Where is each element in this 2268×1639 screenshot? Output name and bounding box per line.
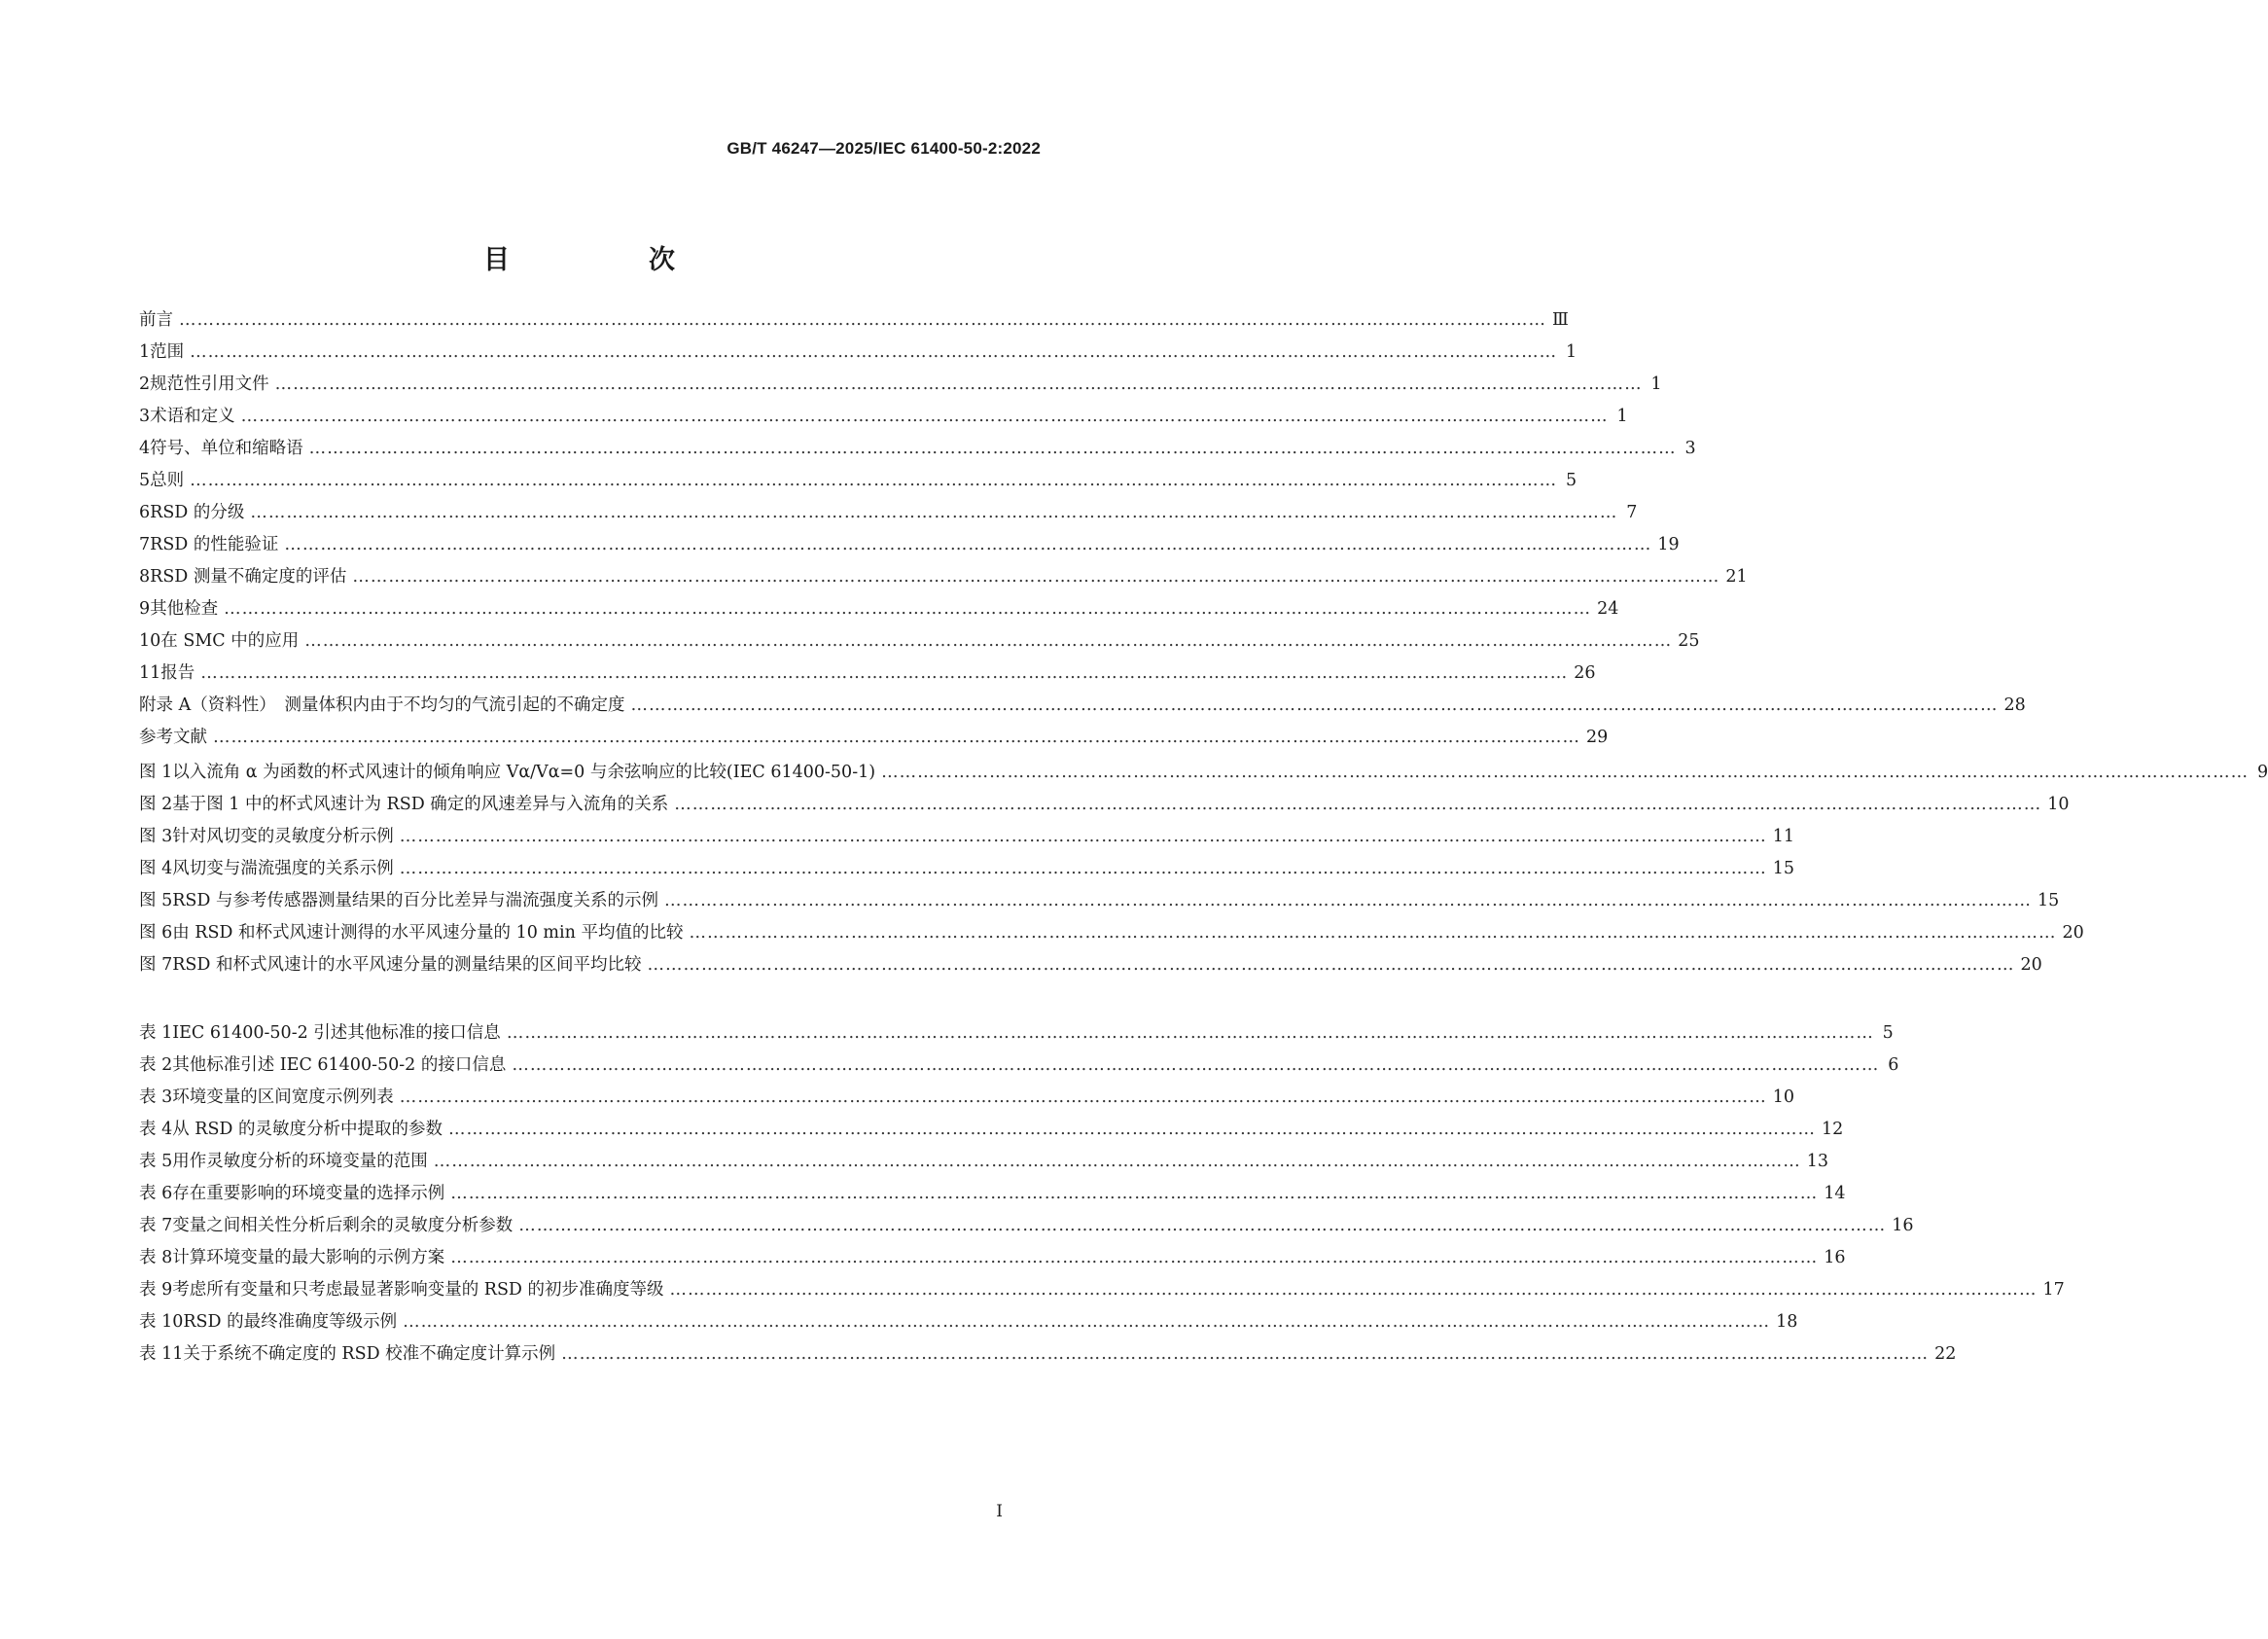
toc-label: RSD 测量不确定度的评估: [150, 567, 347, 587]
toc-label: 从 RSD 的灵敏度分析中提取的参数: [172, 1120, 443, 1139]
toc-page: 10: [2047, 795, 2070, 814]
toc-figure-entry[interactable]: [139, 949, 2042, 981]
toc-table-entry[interactable]: [139, 1274, 2065, 1306]
toc-number: 表 10: [139, 1312, 184, 1332]
toc-number: 图 6: [139, 923, 173, 943]
toc-page: 29: [1586, 728, 1609, 747]
dot-leader: [213, 722, 1580, 754]
toc-table-entry[interactable]: [139, 1178, 1846, 1210]
dot-leader: [450, 1178, 1818, 1210]
toc-label: RSD 和杯式风速计的水平风速分量的测量结果的区间平均比较: [172, 955, 642, 975]
toc-number: 表 2: [139, 1055, 173, 1075]
dot-leader: [670, 1274, 2038, 1306]
toc-number: 图 3: [139, 827, 173, 846]
toc-table-entry[interactable]: [139, 1050, 1899, 1082]
toc-page: 9: [2256, 763, 2268, 782]
toc-page: 26: [1574, 663, 1596, 683]
toc-figures: [139, 757, 2268, 981]
toc-number: 6: [139, 503, 151, 522]
toc-entry[interactable]: [139, 593, 1619, 625]
toc-table-entry[interactable]: [139, 1338, 1957, 1371]
toc-label: 由 RSD 和杯式风速计测得的水平风速分量的 10 min 平均值的比较: [172, 923, 684, 943]
toc-number: 图 1: [139, 763, 173, 782]
toc-number: 表 11: [139, 1344, 184, 1364]
toc-page: 15: [2037, 891, 2060, 910]
toc-label: 关于系统不确定度的 RSD 校准不确定度计算示例: [183, 1344, 556, 1364]
dot-leader: [507, 1017, 1874, 1050]
page-title: 目 次: [483, 245, 731, 275]
dot-leader: [647, 949, 2014, 981]
dot-leader: [630, 690, 1998, 722]
dot-leader: [512, 1050, 1879, 1082]
page-number: I: [996, 1502, 1003, 1521]
toc-label: 参考文献: [139, 728, 207, 747]
toc-number: 7: [139, 535, 151, 554]
dot-leader: [224, 593, 1591, 625]
toc-page: 20: [2020, 955, 2042, 975]
toc-entry[interactable]: [139, 561, 1748, 593]
toc-number: 表 8: [139, 1248, 173, 1267]
toc-number: 9: [139, 599, 151, 619]
toc-table-entry[interactable]: [139, 1210, 1914, 1242]
toc-figure-entry[interactable]: [139, 821, 1794, 853]
toc-page: 22: [1934, 1344, 1957, 1364]
toc-number: 10: [139, 631, 161, 651]
toc-figure-entry[interactable]: [139, 885, 2060, 917]
toc-page: 17: [2042, 1280, 2065, 1300]
toc-label: 以入流角 α 为函数的杯式风速计的倾角响应 Vα/Vα=0 与余弦响应的比较(IEC 61400-50-1): [172, 763, 876, 782]
toc-label: RSD 的最终准确度等级示例: [183, 1312, 398, 1332]
toc-entry[interactable]: [139, 625, 1700, 658]
toc-figure-entry[interactable]: [139, 789, 2070, 821]
dot-leader: [400, 1082, 1767, 1114]
dot-leader: [241, 401, 1609, 433]
toc-label: 基于图 1 中的杯式风速计为 RSD 确定的风速差异与入流角的关系: [172, 795, 669, 814]
toc-page: 28: [2003, 695, 2026, 715]
toc-number: 1: [139, 342, 151, 362]
dot-leader: [450, 1242, 1818, 1274]
toc-figure-entry[interactable]: [139, 757, 2268, 789]
dot-leader: [400, 821, 1767, 853]
toc-table-entry[interactable]: [139, 1306, 1798, 1338]
toc-page: 25: [1678, 631, 1700, 651]
toc-number: 3: [139, 407, 151, 426]
toc-page: 19: [1657, 535, 1680, 554]
toc-number: 表 7: [139, 1216, 173, 1235]
toc-page: 11: [1772, 827, 1794, 846]
toc-label: 存在重要影响的环境变量的选择示例: [172, 1184, 445, 1203]
toc-entry[interactable]: [139, 465, 1577, 497]
toc-label: 范围: [150, 342, 185, 362]
dot-leader: [434, 1146, 1801, 1178]
toc-label: 在 SMC 中的应用: [160, 631, 300, 651]
toc-label: 用作灵敏度分析的环境变量的范围: [172, 1152, 428, 1171]
toc-entry-bibliography[interactable]: [139, 722, 1609, 754]
toc-page: 1: [1650, 374, 1662, 394]
toc-number: 11: [139, 663, 161, 683]
toc-page: 14: [1824, 1184, 1846, 1203]
toc-number: 图 2: [139, 795, 173, 814]
toc-entry[interactable]: [139, 369, 1662, 401]
toc-label: 总则: [150, 471, 185, 490]
toc-page: 24: [1597, 599, 1619, 619]
toc-page: 13: [1806, 1152, 1828, 1171]
toc-number: 表 5: [139, 1152, 173, 1171]
standard-code: GB/T 46247—2025/IEC 61400-50-2:2022: [726, 139, 1041, 158]
toc-table-entry[interactable]: [139, 1082, 1794, 1114]
toc-page: Ⅲ: [1552, 310, 1569, 330]
toc-page: 5: [1882, 1023, 1894, 1043]
toc-entry-foreword[interactable]: [139, 304, 1569, 337]
toc-label: RSD 与参考传感器测量结果的百分比差异与湍流强度关系的示例: [172, 891, 658, 910]
toc-page: 7: [1626, 503, 1638, 522]
dot-leader: [250, 497, 1617, 529]
toc-page: 15: [1772, 859, 1794, 878]
dot-leader: [304, 625, 1672, 658]
toc-table-entry[interactable]: [139, 1242, 1846, 1274]
dot-leader: [179, 304, 1546, 337]
dot-leader: [190, 465, 1557, 497]
toc-page: 1: [1616, 407, 1628, 426]
toc-number: 2: [139, 374, 151, 394]
toc-figure-entry[interactable]: [139, 917, 2084, 949]
toc-label: 报告: [160, 663, 195, 683]
toc-page: 16: [1892, 1216, 1914, 1235]
dot-leader: [190, 337, 1557, 369]
toc-entry[interactable]: [139, 433, 1696, 465]
dot-leader: [674, 789, 2041, 821]
toc-label: IEC 61400-50-2 引述其他标准的接口信息: [172, 1023, 501, 1043]
toc-entry[interactable]: [139, 529, 1680, 561]
toc-entry[interactable]: [139, 401, 1628, 433]
toc-table-entry[interactable]: [139, 1114, 1844, 1146]
toc-page: 3: [1684, 439, 1696, 458]
toc-table-entry[interactable]: [139, 1017, 1894, 1050]
toc-label: 针对风切变的灵敏度分析示例: [172, 827, 394, 846]
dot-leader: [275, 369, 1643, 401]
toc-label: 术语和定义: [150, 407, 235, 426]
toc-label: 规范性引用文件: [150, 374, 269, 394]
toc-page: 16: [1824, 1248, 1846, 1267]
dot-leader: [284, 529, 1651, 561]
toc-number: 8: [139, 567, 151, 587]
dot-leader: [400, 853, 1767, 885]
toc-number: 表 1: [139, 1023, 173, 1043]
toc-label: 符号、单位和缩略语: [150, 439, 303, 458]
dot-leader: [309, 433, 1677, 465]
toc-number: 图 4: [139, 859, 173, 878]
toc-number: 表 3: [139, 1087, 173, 1107]
toc-number: 表 9: [139, 1280, 173, 1300]
toc-figure-entry[interactable]: [139, 853, 1794, 885]
toc-label: RSD 的分级: [150, 503, 245, 522]
toc-page: 6: [1888, 1055, 1899, 1075]
toc-label: 前言: [139, 310, 173, 330]
toc-label: 考虑所有变量和只考虑最显著影响变量的 RSD 的初步准确度等级: [172, 1280, 664, 1300]
dot-leader: [561, 1338, 1929, 1371]
toc-entry[interactable]: [139, 658, 1596, 690]
toc-number: 表 6: [139, 1184, 173, 1203]
toc-page: 20: [2062, 923, 2084, 943]
toc-sections: [139, 304, 2026, 754]
toc-label: 环境变量的区间宽度示例列表: [172, 1087, 394, 1107]
toc-page: 5: [1566, 471, 1577, 490]
toc-tables: [139, 1017, 2065, 1371]
toc-number: 4: [139, 439, 151, 458]
toc-label: 附录 A（资料性） 测量体积内由于不均匀的气流引起的不确定度: [139, 695, 625, 715]
toc-label: 变量之间相关性分析后剩余的灵敏度分析参数: [172, 1216, 514, 1235]
toc-number: 图 7: [139, 955, 173, 975]
toc-label: 其他检查: [150, 599, 219, 619]
dot-leader: [518, 1210, 1886, 1242]
toc-page: 21: [1725, 567, 1748, 587]
toc-page: 18: [1776, 1312, 1798, 1332]
toc-entry-annex-a[interactable]: [139, 690, 2026, 722]
dot-leader: [200, 658, 1568, 690]
dot-leader: [403, 1306, 1770, 1338]
toc-entry[interactable]: [139, 497, 1638, 529]
toc-page: 1: [1566, 342, 1577, 362]
toc-label: 计算环境变量的最大影响的示例方案: [172, 1248, 445, 1267]
toc-table-entry[interactable]: [139, 1146, 1828, 1178]
dot-leader: [448, 1114, 1816, 1146]
toc-label: RSD 的性能验证: [150, 535, 279, 554]
dot-leader: [881, 757, 2249, 789]
dot-leader: [689, 917, 2056, 949]
toc-number: 5: [139, 471, 151, 490]
toc-page: 12: [1822, 1120, 1844, 1139]
toc-entry[interactable]: [139, 337, 1577, 369]
toc-page: 10: [1772, 1087, 1794, 1107]
toc-number: 图 5: [139, 891, 173, 910]
dot-leader: [664, 885, 2032, 917]
dot-leader: [352, 561, 1719, 593]
toc-label: 风切变与湍流强度的关系示例: [172, 859, 394, 878]
toc-number: 表 4: [139, 1120, 173, 1139]
toc-label: 其他标准引述 IEC 61400-50-2 的接口信息: [172, 1055, 507, 1075]
